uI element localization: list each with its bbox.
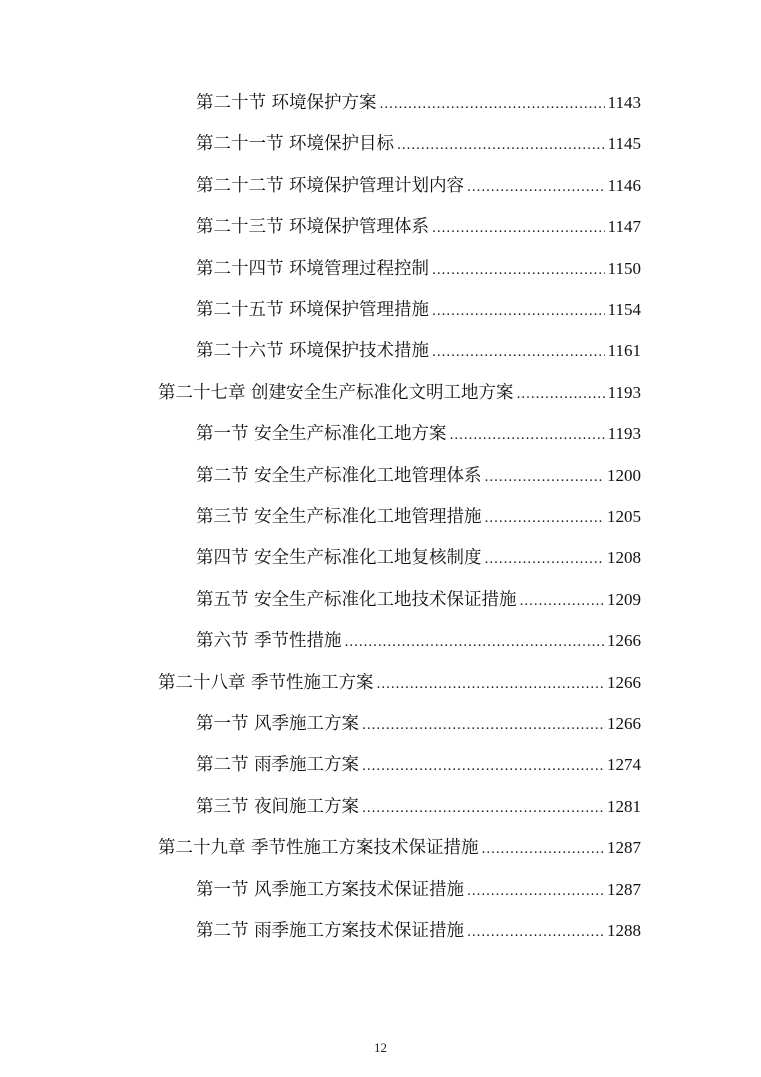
toc-entry-title: 第二十六节 环境保护技术措施 [196,341,430,362]
toc-entry-page: 1281 [607,796,641,816]
toc-entry [196,709,641,739]
toc-entry-page: 1266 [607,714,641,733]
toc-entry-page: 1288 [607,921,641,940]
toc-entry [196,626,641,656]
toc-entry-page: 1193 [607,424,641,444]
page-number: 12 [374,1040,387,1055]
dot-leader [520,586,604,616]
toc-entry-title: 第二节 雨季施工方案技术保证措施 [196,921,465,941]
toc-entry [196,295,641,325]
dot-leader [485,544,604,574]
dot-leader [485,462,604,492]
toc-entry [196,502,641,532]
toc-entry-title: 第三节 安全生产标准化工地管理措施 [196,507,482,527]
toc-entry-page: 1287 [607,879,641,899]
toc-entry-page: 1143 [607,93,641,112]
toc-entry-title: 第一节 安全生产标准化工地方案 [196,424,447,445]
dot-leader [467,876,604,906]
toc-entry [196,336,641,366]
dot-leader [362,793,604,823]
toc-entry-title: 第一节 风季施工方案 [196,714,360,734]
toc-entry-title: 第二十五节 环境保护管理措施 [196,300,430,320]
toc-entry [196,461,641,491]
toc-entry-title: 第四节 安全生产标准化工地复核制度 [196,548,482,569]
toc-entry-title: 第二十九章 季节性施工方案技术保证措施 [158,838,479,859]
dot-leader [485,503,604,533]
dot-leader [482,834,604,864]
dot-leader [467,917,604,947]
dot-leader [432,337,605,367]
toc-entry-page: 1205 [607,507,641,526]
dot-leader [432,255,605,285]
toc-entry-title: 第二十节 环境保护方案 [196,93,377,113]
toc-entry-page: 1146 [607,175,641,195]
dot-leader [345,627,604,657]
toc-entry-title: 第六节 季节性措施 [196,631,342,652]
dot-leader [377,669,604,699]
toc-entry-title: 第三节 夜间施工方案 [196,796,360,817]
toc-entry-page: 1145 [607,134,641,154]
toc-entry [196,88,641,118]
toc-entry-title: 第二节 安全生产标准化工地管理体系 [196,465,482,486]
toc-entry-page: 1209 [607,589,641,609]
toc-entry-title: 第一节 风季施工方案技术保证措施 [196,879,465,900]
toc-entry-page: 1150 [607,258,641,278]
dot-leader [432,213,605,243]
toc-entry [196,792,641,822]
dot-leader [380,89,605,119]
toc-entry-page: 1147 [607,217,641,237]
toc-entry-title: 第五节 安全生产标准化工地技术保证措施 [196,589,517,610]
toc-entry-page: 1200 [607,465,641,485]
toc-entry-page: 1266 [607,631,641,651]
toc-entry-title: 第二十二节 环境保护管理计划内容 [196,175,465,196]
toc-entry-title: 第二节 雨季施工方案 [196,755,360,776]
toc-entry [196,875,641,905]
toc-entry-title: 第二十七章 创建安全生产标准化文明工地方案 [158,382,514,403]
toc-entry-title: 第二十八章 季节性施工方案 [158,672,374,693]
toc-entry-title: 第二十三节 环境保护管理体系 [196,217,430,238]
toc-entry [196,585,641,615]
toc-entry-page: 1274 [607,755,641,775]
toc-entry [196,750,641,780]
toc-chapter-entry [158,668,641,698]
toc-entry-title: 第二十四节 环境管理过程控制 [196,258,430,279]
toc-entry [196,212,641,242]
toc-entry-page: 1266 [607,672,641,692]
toc-entry [196,419,641,449]
toc-entry-page: 1208 [607,548,641,568]
toc-chapter-entry [158,378,641,408]
dot-leader [450,420,605,450]
dot-leader [517,379,605,409]
toc-entry [196,171,641,201]
dot-leader [467,172,605,202]
toc-entry [196,543,641,573]
toc-entry-page: 1193 [607,382,641,402]
toc-entry [196,254,641,284]
toc-entry [196,916,641,946]
toc-chapter-entry [158,833,641,863]
dot-leader [362,710,604,740]
toc-entry-page: 1161 [607,341,641,361]
dot-leader [362,751,604,781]
toc-entry-page: 1287 [607,838,641,858]
toc-entry-title: 第二十一节 环境保护目标 [196,134,395,155]
dot-leader [432,296,605,326]
toc-entry-page: 1154 [607,300,641,319]
toc-entry [196,129,641,159]
dot-leader [397,130,605,160]
